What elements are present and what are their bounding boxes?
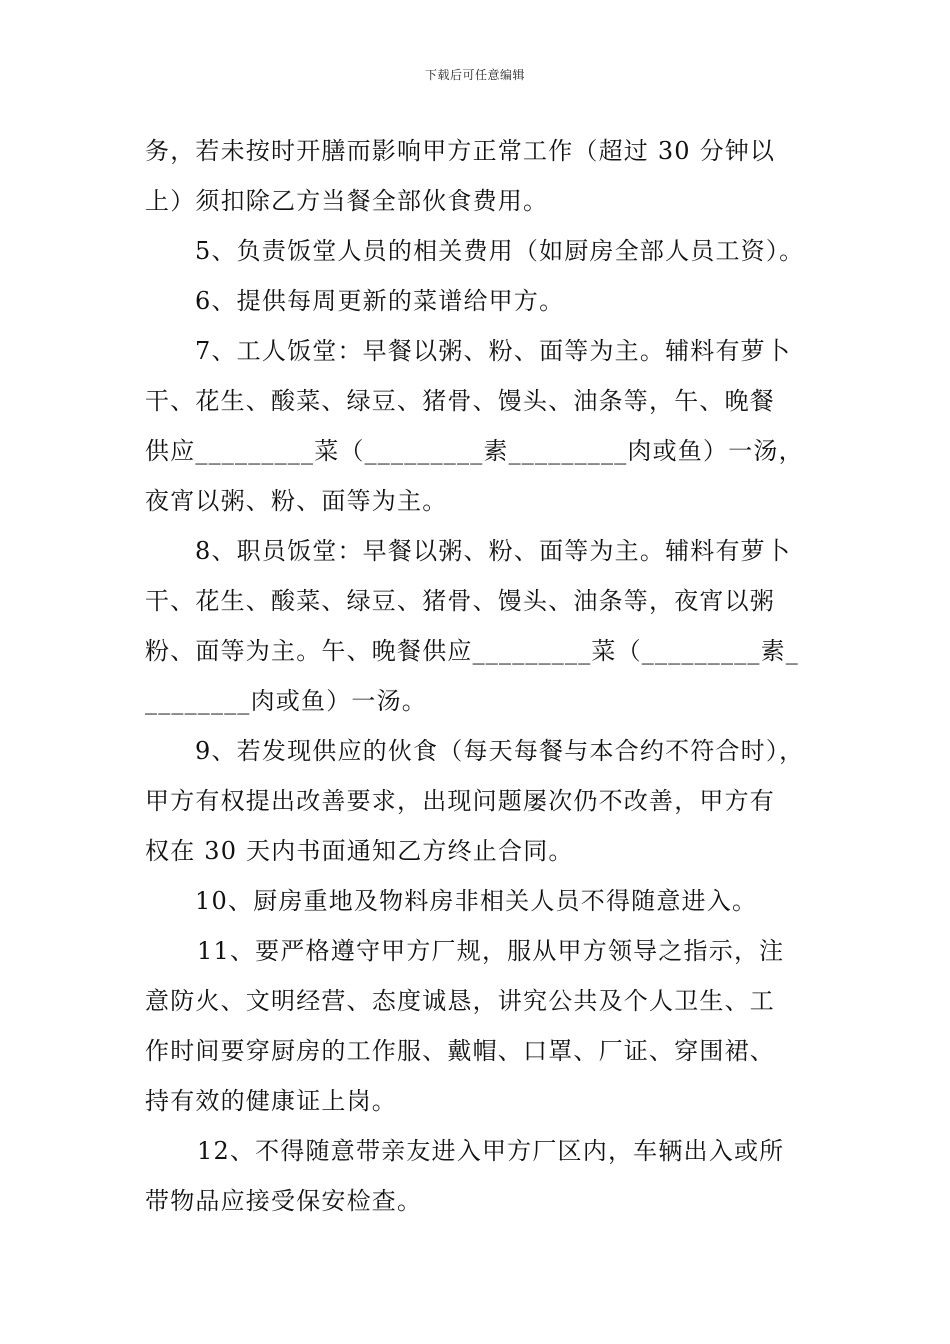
page-header: 下载后可任意编辑 — [424, 68, 525, 82]
clause-6: 6、提供每周更新的菜谱给甲方。 — [195, 287, 565, 315]
text-line: 作时间要穿厨房的工作服、戴帽、口罩、厂证、穿围裙、 — [145, 1037, 775, 1065]
text-line: 务，若未按时开膳而影响甲方正常工作（超过 30 分钟以 — [145, 137, 776, 165]
clause-7: 7、工人饭堂：早餐以粥、粉、面等为主。辅料有萝卜 — [195, 337, 792, 365]
text-line: ________肉或鱼）一汤。 — [145, 687, 427, 715]
clause-11: 11、要严格遵守甲方厂规，服从甲方领导之指示，注 — [197, 937, 785, 965]
text-line: 上）须扣除乙方当餐全部伙食费用。 — [145, 187, 549, 215]
clause-8: 8、职员饭堂：早餐以粥、粉、面等为主。辅料有萝卜 — [195, 537, 792, 565]
text-line: 持有效的健康证上岗。 — [145, 1087, 397, 1115]
clause-10: 10、厨房重地及物料房非相关人员不得随意进入。 — [195, 887, 758, 915]
document-body — [145, 126, 815, 1226]
clause-12: 12、不得随意带亲友进入甲方厂区内，车辆出入或所 — [197, 1137, 785, 1165]
text-line: 供应_________菜（_________素_________肉或鱼）一汤， — [145, 437, 804, 465]
text-line: 夜宵以粥、粉、面等为主。 — [145, 487, 448, 515]
text-line: 甲方有权提出改善要求，出现问题屡次仍不改善，甲方有 — [145, 787, 775, 815]
clause-9: 9、若发现供应的伙食（每天每餐与本合约不符合时）， — [195, 737, 805, 765]
clause-5: 5、负责饭堂人员的相关费用（如厨房全部人员工资）。 — [195, 237, 805, 265]
text-line: 权在 30 天内书面通知乙方终止合同。 — [145, 837, 574, 865]
text-line: 粉、面等为主。午、晚餐供应_________菜（_________素_ — [145, 637, 799, 665]
text-line: 带物品应接受保安检查。 — [145, 1187, 423, 1215]
text-line: 干、花生、酸菜、绿豆、猪骨、馒头、油条等，夜宵以粥 — [145, 587, 775, 615]
text-line: 干、花生、酸菜、绿豆、猪骨、馒头、油条等，午、晚餐 — [145, 387, 775, 415]
text-line: 意防火、文明经营、态度诚恳，讲究公共及个人卫生、工 — [145, 987, 775, 1015]
